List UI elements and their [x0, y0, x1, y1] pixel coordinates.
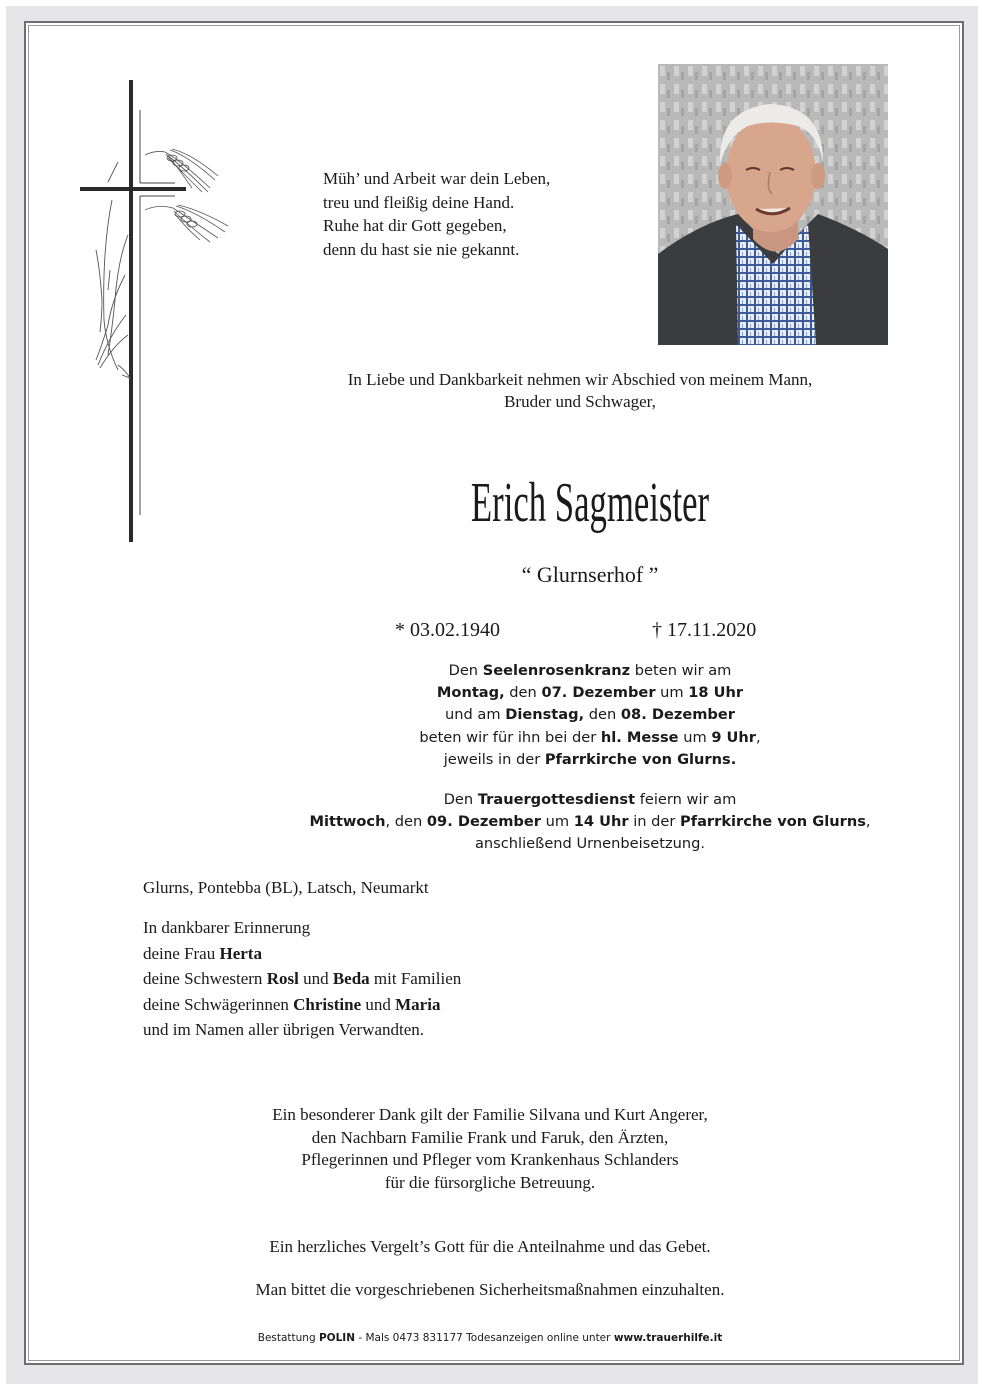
funeral-line: anschließend Urnenbeisetzung.: [474, 835, 706, 853]
rosary-line: Den Seelenrosenkranz beten wir am: [448, 662, 732, 679]
company-name: POLIN: [318, 1332, 355, 1344]
grass-strokes: [96, 162, 130, 378]
poem: [323, 167, 550, 261]
vergelt-text: Ein herzliches Vergelt’s Gott für die Anteilnahme und das Gebet.: [269, 1237, 711, 1256]
deceased-name: Erich Sagmeister: [470, 472, 710, 534]
family-list: [143, 915, 461, 1043]
intro-text: [250, 369, 910, 413]
funeral-line: Den Trauergottesdienst feiern wir am: [443, 791, 737, 808]
thanks-text: [150, 1104, 830, 1194]
farm-name: “ Glurnserhof ”: [521, 562, 659, 587]
family-line: und im Namen aller übrigen Verwandten.: [143, 1020, 425, 1039]
safety-notice: Man bittet die vorgeschriebenen Sicherheitsmaßnahmen einzuhalten.: [255, 1280, 725, 1299]
poem-line: denn du hast sie nie gekannt.: [323, 239, 520, 259]
thanks-line: für die fürsorgliche Betreuung.: [384, 1172, 596, 1192]
funeral-line: Mittwoch, den 09. Dezember um 14 Uhr in der Pfarrkirche von Glurns,: [309, 813, 871, 831]
poem-line: treu und fleißig deine Hand.: [323, 192, 515, 212]
wheat-ear-upper: [145, 149, 218, 192]
birth-date: * 03.02.1940: [395, 619, 500, 641]
intro-line: In Liebe und Dankbarkeit nehmen wir Abschied von meinem Mann,: [347, 370, 813, 389]
thanks-line: Ein besonderer Dank gilt der Familie Silvana und Kurt Angerer,: [272, 1105, 708, 1124]
portrait-photo: [658, 64, 888, 345]
death-date: † 17.11.2020: [652, 619, 757, 641]
family-line: In dankbarer Erinnerung: [143, 918, 311, 937]
cross-horizontal-bar: [80, 187, 186, 191]
thanks-line: Pflegerinnen und Pfleger vom Krankenhaus Schlanders: [301, 1150, 679, 1169]
website-link[interactable]: www.trauerhilfe.it: [613, 1332, 723, 1344]
poem-line: Ruhe hat dir Gott gegeben,: [323, 216, 507, 235]
poem-line: Müh’ und Arbeit war dein Leben,: [323, 169, 551, 188]
intro-line: Bruder und Schwager,: [504, 392, 656, 411]
rosary-line: und am Dienstag, den 08. Dezember: [445, 706, 735, 724]
family-line: deine Schwägerinnen Christine und Maria: [143, 994, 441, 1014]
footer: Bestattung POLIN - Mals 0473 831177 Todesanzeigen online unter www.trauerhilfe.it: [257, 1332, 723, 1344]
funeral-announcement: [250, 789, 930, 856]
rosary-line: Montag, den 07. Dezember um 18 Uhr: [436, 684, 744, 702]
cross-thin-lines: [140, 110, 175, 515]
thanks-line: den Nachbarn Familie Frank und Faruk, den Ärzten,: [311, 1127, 669, 1147]
family-line: deine Schwestern Rosl und Beda mit Familien: [143, 969, 462, 988]
rosary-line: beten wir für ihn bei der hl. Messe um 9 Uhr,: [419, 728, 761, 746]
family-line: deine Frau Herta: [143, 943, 262, 963]
places: Glurns, Pontebba (BL), Latsch, Neumarkt: [143, 878, 429, 897]
cross-with-wheat-icon: [70, 70, 240, 550]
cross-vertical-bar: [129, 80, 133, 542]
rosary-line: jeweils in der Pfarrkirche von Glurns.: [443, 750, 737, 768]
rosary-announcement: [250, 660, 930, 771]
wheat-ear-lower: [145, 205, 228, 242]
